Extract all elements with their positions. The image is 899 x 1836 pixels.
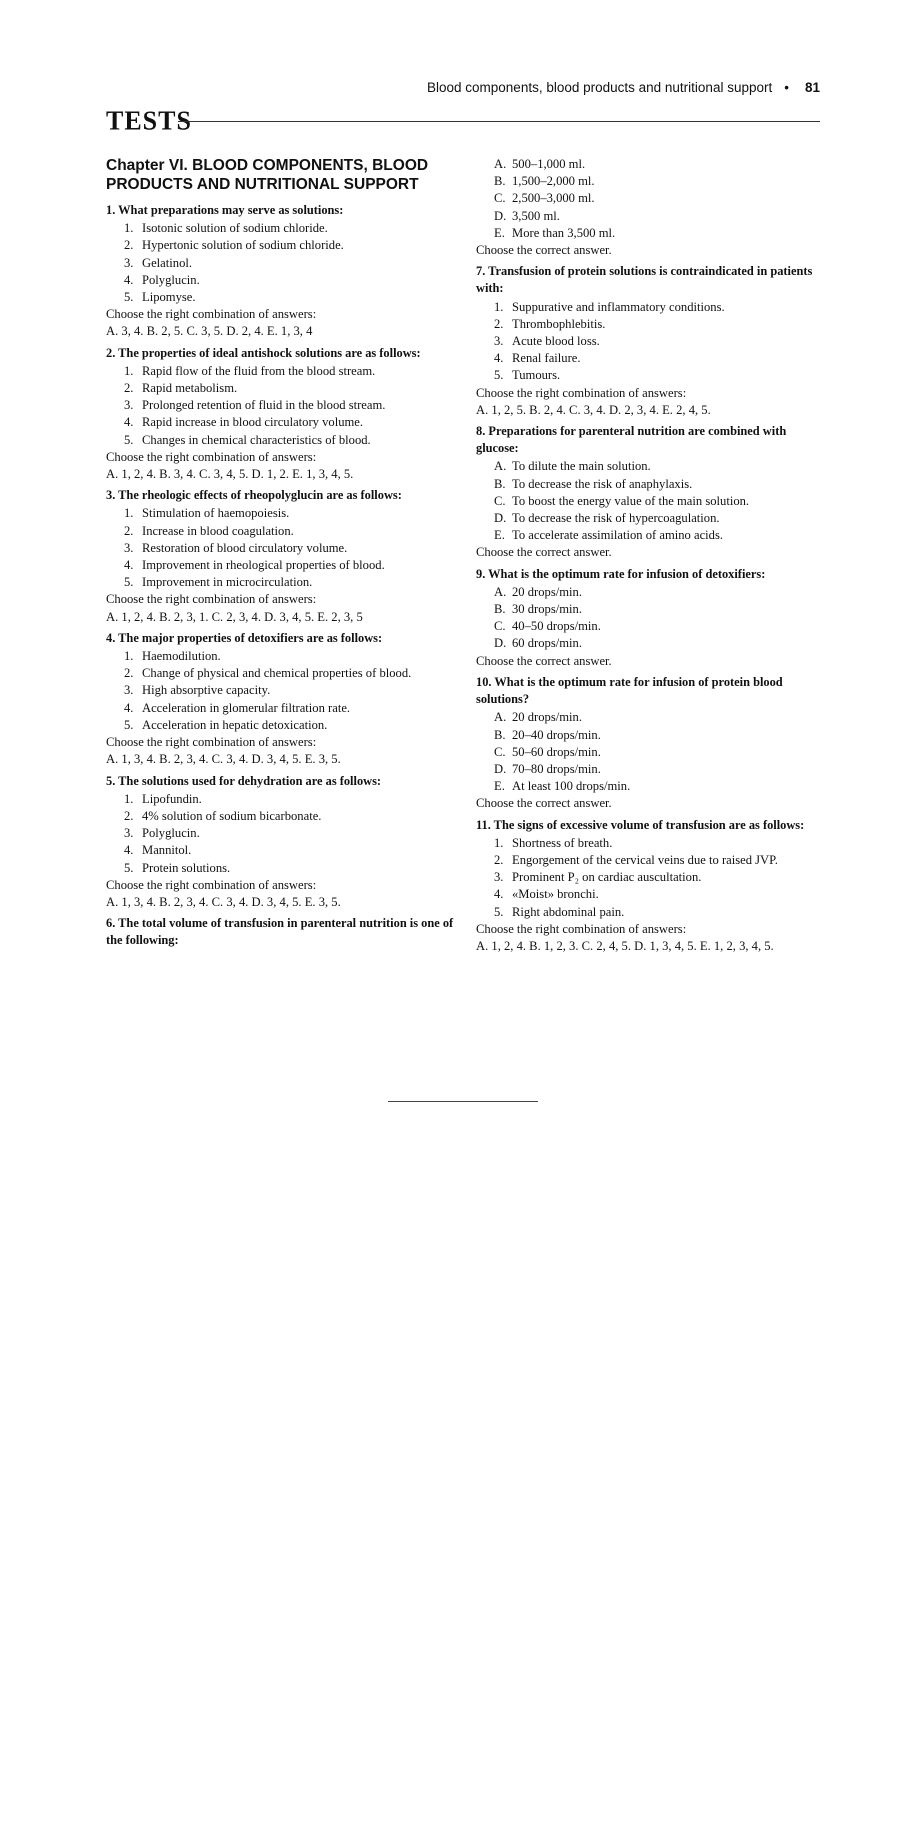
option-marker: A. [494,157,507,171]
option-text: 20–40 drops/min. [512,727,601,742]
header-rule [178,121,820,122]
option [494,904,818,921]
option [494,173,818,190]
option-text: To accelerate assimilation of amino acids. [512,528,724,543]
option [124,363,454,380]
option-text: «Moist» bronchi. [512,887,599,902]
option [494,510,818,527]
answer-choices: A. 1, 2, 4. B. 1, 2, 3. C. 2, 4, 5. D. 1, 3, 4, 5. E. 1, 2, 3, 4, 5. [476,938,774,953]
instruction: Choose the right combination of answers: [106,449,317,464]
option [124,825,454,842]
option [124,717,454,734]
option [494,350,818,367]
option-text: 50–60 drops/min. [512,744,601,759]
question-8 [476,423,818,562]
option-marker: 4. [494,887,504,902]
option [124,648,454,665]
option [494,156,818,173]
option [494,601,818,618]
option-marker: D. [494,761,507,776]
option-marker: 5. [494,904,504,919]
option-marker: 2. [124,808,134,823]
option-text: Improvement in rheological properties of blood. [142,558,385,573]
option [124,397,454,414]
right-column [476,156,818,959]
option-marker: 1. [124,221,134,236]
question-stem: 6. The total volume of transfusion in parenteral nutrition is one of the following: [106,916,454,948]
option-text: 20 drops/min. [512,584,582,599]
option-marker: 2. [494,316,504,331]
option [494,761,818,778]
question-stem: 10. What is the optimum rate for infusion of protein blood solutions? [476,674,783,707]
option [124,523,454,540]
option-marker: B. [494,174,506,189]
option-text: Rapid metabolism. [142,381,238,396]
chapter-title: Chapter VI. BLOOD COMPONENTS, BLOOD PRODUCTS AND NUTRITIONAL SUPPORT [106,157,429,193]
option-marker: 4. [124,700,134,715]
section-logo: TESTS [106,105,192,136]
option [124,540,454,557]
question-stem: 9. What is the optimum rate for infusion of detoxifiers: [476,566,766,581]
option-marker: 2. [124,238,134,253]
option-list [106,791,454,877]
option-marker: A. [494,459,507,474]
option-text: 1,500–2,000 ml. [512,174,595,189]
option [124,255,454,272]
question-stem: 5. The solutions used for dehydration are as follows: [106,773,382,788]
option-text: 4% solution of sodium bicarbonate. [142,808,322,823]
question-4 [106,630,454,769]
option [124,574,454,591]
option [124,665,454,682]
option-marker: 4. [124,558,134,573]
option [494,333,818,350]
option-marker: 2. [124,523,134,538]
answer-choices: A. 1, 2, 5. B. 2, 4. C. 3, 4. D. 2, 3, 4. E. 2, 4, 5. [476,402,711,417]
instruction: Choose the right combination of answers: [106,307,317,322]
option-list [476,299,818,385]
option [494,225,818,242]
option-marker: 1. [494,835,504,850]
instruction: Choose the right combination of answers: [106,735,317,750]
option [124,414,454,431]
option-text: Shortness of breath. [512,835,613,850]
option-list [476,584,818,653]
end-rule [388,1101,538,1102]
option-text: 3,500 ml. [512,208,560,223]
instruction: Choose the correct answer. [476,653,612,668]
option [494,852,818,869]
option-list [106,220,454,306]
option [494,527,818,544]
option-text: More than 3,500 ml. [512,225,616,240]
option-text: Polyglucin. [142,272,200,287]
option-marker: 5. [124,432,134,447]
question-stem: 1. What preparations may serve as solutions: [106,203,344,217]
option-text: Renal failure. [512,351,581,366]
option-marker: D. [494,511,507,526]
option-marker: 2. [124,666,134,681]
question-3 [106,487,454,626]
option-list [476,458,818,544]
option-marker: C. [494,493,506,508]
option-marker: 2. [124,381,134,396]
option-text: Prolonged retention of fluid in the blood stream. [142,398,386,413]
option [124,860,454,877]
option-marker: B. [494,476,506,491]
option-text: Polyglucin. [142,826,200,841]
option-marker: 1. [124,791,134,806]
option [124,557,454,574]
option [494,208,818,225]
option-marker: 4. [494,351,504,366]
option-marker: 1. [124,649,134,664]
option-text: Right abdominal pain. [512,904,625,919]
option-text: Suppurative and inflammatory conditions. [512,299,725,314]
answer-choices: A. 1, 3, 4. B. 2, 3, 4. C. 3, 4. D. 3, 4, 5. E. 3, 5. [106,752,341,767]
option-text: Improvement in microcirculation. [142,575,313,590]
option-list [106,648,454,734]
option-text: 70–80 drops/min. [512,761,601,776]
option [124,237,454,254]
option-marker: A. [494,584,507,599]
question-9 [476,566,818,670]
option-text: 40–50 drops/min. [512,619,601,634]
option-marker: C. [494,619,506,634]
option-text: Increase in blood coagulation. [142,523,294,538]
option-text: Thrombophlebitis. [512,316,606,331]
question-11 [476,817,818,956]
question-stem: 3. The rheologic effects of rheopolyglucin are as follows: [106,488,402,503]
option-marker: E. [494,225,505,240]
option-marker: C. [494,191,506,206]
option [494,367,818,384]
option-marker: C. [494,744,506,759]
option-text: Protein solutions. [142,860,231,875]
option-list [106,363,454,449]
option-text: Mannitol. [142,843,192,858]
option-text: To decrease the risk of anaphylaxis. [512,476,693,491]
option-text: Rapid increase in blood circulatory volume. [142,415,364,430]
running-head [340,80,820,95]
option-text: To boost the energy value of the main solution. [512,493,750,508]
option [124,682,454,699]
option [494,618,818,635]
option-text: Engorgement of the cervical veins due to raised JVP. [512,852,778,867]
option [124,808,454,825]
question-stem: 8. Preparations for parenteral nutrition are combined with glucose: [476,424,787,456]
option-text: Tumours. [512,368,561,383]
option-marker: 3. [124,540,134,555]
option-text: Rapid flow of the fluid from the blood stream. [142,363,376,378]
instruction: Choose the right combination of answers: [476,921,687,936]
question-stem: 2. The properties of ideal antishock solutions are as follows: [106,345,421,360]
option-marker: D. [494,208,507,223]
option-marker: 3. [124,683,134,698]
option [124,505,454,522]
page-number: 81 [804,80,820,95]
option-marker: E. [494,779,505,794]
option [494,744,818,761]
question-6-options-block [476,156,818,259]
option [494,727,818,744]
option-marker: 1. [124,506,134,521]
option-text: 20 drops/min. [512,710,582,725]
option-text: Acceleration in hepatic detoxication. [142,717,328,732]
option [124,380,454,397]
running-title: Blood components, blood products and nutritional support [427,80,773,95]
option-marker: 3. [494,870,504,885]
option-text: 2,500–3,000 ml. [512,191,595,206]
option-list [476,156,818,242]
option [494,709,818,726]
instruction: Choose the correct answer. [476,243,612,258]
option-text: High absorptive capacity. [142,683,271,698]
option-text: Gelatinol. [142,255,193,270]
option-marker: 5. [124,290,134,305]
option [124,791,454,808]
option-text: Changes in chemical characteristics of blood. [142,432,371,447]
question-1 [106,202,454,341]
option-marker: 1. [124,363,134,378]
option-text: Lipomyse. [142,290,196,305]
option-marker: 5. [124,575,134,590]
option-marker: 1. [494,299,504,314]
option-marker: 3. [124,255,134,270]
instruction: Choose the correct answer. [476,545,612,560]
option-marker: 4. [124,843,134,858]
instruction: Choose the right combination of answers: [476,385,687,400]
option-text: 60 drops/min. [512,636,582,651]
option [124,272,454,289]
option [494,190,818,207]
option-marker: 3. [124,826,134,841]
question-5 [106,773,454,912]
instruction: Choose the right combination of answers: [106,877,317,892]
question-6-stem-block [106,915,454,949]
option [494,316,818,333]
option-marker: A. [494,710,507,725]
left-column [106,156,454,951]
question-10 [476,674,818,813]
option-text: 500–1,000 ml. [512,157,586,171]
option-text: Hypertonic solution of sodium chloride. [142,238,344,253]
answer-choices: A. 1, 2, 4. B. 2, 3, 1. C. 2, 3, 4. D. 3, 4, 5. E. 2, 3, 5 [106,609,363,624]
option [494,493,818,510]
option-list [476,835,818,921]
option [494,458,818,475]
option [494,584,818,601]
option-text: Acute blood loss. [512,334,600,349]
option [124,289,454,306]
option-text: Stimulation of haemopoiesis. [142,506,290,521]
option-marker: 4. [124,415,134,430]
option-marker: B. [494,727,506,742]
option-text: Acceleration in glomerular filtration rate. [142,700,351,715]
option [124,432,454,449]
option [494,476,818,493]
option-marker: E. [494,528,505,543]
option-text: Isotonic solution of sodium chloride. [142,221,328,236]
option-text: At least 100 drops/min. [512,779,631,794]
option-text: Lipofundin. [142,791,202,806]
instruction: Choose the right combination of answers: [106,592,317,607]
option [494,835,818,852]
option-marker: 3. [494,334,504,349]
question-7 [476,263,818,419]
option-list [476,709,818,795]
option-marker: D. [494,636,507,651]
option [494,886,818,903]
option [494,635,818,652]
option [494,778,818,795]
option-text: Change of physical and chemical properties of blood. [142,666,412,681]
option-text: Restoration of blood circulatory volume. [142,540,348,555]
option-marker: 2. [494,852,504,867]
option [494,299,818,316]
option-marker: 5. [124,717,134,732]
answer-choices: A. 1, 2, 4. B. 3, 4. C. 3, 4, 5. D. 1, 2. E. 1, 3, 4, 5. [106,467,354,482]
option [124,842,454,859]
question-stem: 7. Transfusion of protein solutions is contraindicated in patients with: [476,264,813,296]
answer-choices: A. 1, 3, 4. B. 2, 3, 4. C. 3, 4. D. 3, 4, 5. E. 3, 5. [106,894,341,909]
question-stem: 11. The signs of excessive volume of transfusion are as follows: [476,817,805,832]
option-text: Prominent P₂ on cardiac auscultation. [512,870,702,885]
question-stem: 4. The major properties of detoxifiers are as follows: [106,630,383,645]
option [124,220,454,237]
option-marker: 4. [124,272,134,287]
option-text: 30 drops/min. [512,602,582,617]
option-text: To dilute the main solution. [512,459,651,474]
bullet-separator: • [784,80,789,95]
option-list [106,505,454,591]
option-marker: 3. [124,398,134,413]
instruction: Choose the correct answer. [476,796,612,811]
answer-choices: A. 3, 4. B. 2, 5. C. 3, 5. D. 2, 4. E. 1, 3, 4 [106,324,313,339]
option [494,869,818,886]
option-marker: B. [494,602,506,617]
option-text: To decrease the risk of hypercoagulation. [512,511,720,526]
option-marker: 5. [124,860,134,875]
option [124,700,454,717]
option-marker: 5. [494,368,504,383]
question-2 [106,345,454,484]
option-text: Haemodilution. [142,649,221,664]
